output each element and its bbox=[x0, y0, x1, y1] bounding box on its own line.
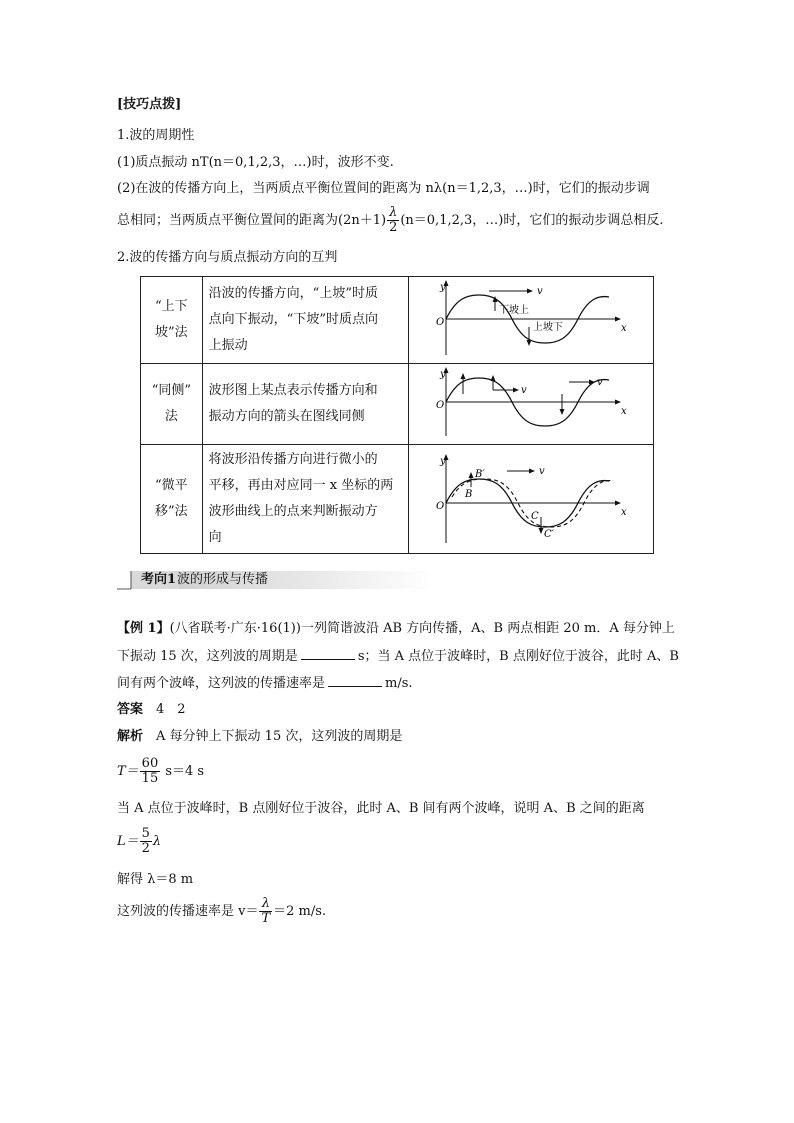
example-line-2 bbox=[117, 647, 679, 666]
periodicity-title: 1.波的周期性 bbox=[117, 128, 195, 143]
y-axis-label: y bbox=[439, 369, 446, 380]
method-name-line: 法 bbox=[164, 409, 178, 424]
description-line: 点向下振动，“下坡”时质点向 bbox=[208, 312, 378, 327]
x-axis-label: x bbox=[620, 406, 627, 417]
propagation-arrow-head bbox=[527, 289, 533, 294]
skill-title: [技巧点拨] bbox=[117, 97, 182, 112]
uphill-label: 上坡下 bbox=[532, 322, 563, 333]
example-line-2-mid: s；当 A 点位于波峰时，B 点刚好位于波谷，此时 A、B bbox=[357, 649, 679, 664]
fraction-denominator: T bbox=[261, 911, 271, 926]
table-row bbox=[141, 445, 654, 554]
example-line-3-pre: 间有两个波峰，这列波的传播速率是 bbox=[117, 676, 326, 691]
velocity-label-2: v bbox=[596, 377, 603, 388]
analysis-line-1 bbox=[117, 728, 402, 746]
origin-label: O bbox=[435, 501, 445, 512]
example-line-1 bbox=[117, 620, 675, 638]
fraction-numerator: λ bbox=[387, 206, 399, 221]
periodicity-item-2b-post: (n＝0,1,2,3，…)时，它们的振动步调总相反. bbox=[400, 213, 664, 228]
x-axis-label: x bbox=[620, 507, 627, 518]
downhill-label: 下坡上 bbox=[498, 305, 529, 316]
example-line-2-pre: 下振动 15 次，这列波的周期是 bbox=[117, 649, 298, 664]
equation-period bbox=[117, 756, 204, 788]
point-c-prime-label: C′ bbox=[543, 529, 554, 540]
description-line: 向 bbox=[208, 530, 222, 545]
origin-label: O bbox=[435, 317, 445, 328]
equation-period-pre: T＝ bbox=[117, 764, 139, 779]
shift-method-wave-diagram bbox=[409, 447, 653, 547]
velocity-label-1: v bbox=[520, 385, 527, 396]
equation-speed bbox=[117, 896, 326, 928]
method-name-line: “上下 bbox=[155, 299, 188, 314]
analysis-label: 解析 bbox=[117, 729, 144, 744]
direction-title: 2.波的传播方向与质点振动方向的互判 bbox=[117, 250, 338, 265]
fraction-numerator: λ bbox=[259, 897, 272, 912]
equation-period-post: s＝4 s bbox=[165, 764, 205, 779]
period-answer-blank bbox=[301, 647, 355, 660]
fraction-denominator: 15 bbox=[141, 771, 159, 786]
fraction-denominator: 2 bbox=[389, 220, 398, 235]
method-name bbox=[141, 364, 203, 445]
answer-line bbox=[117, 701, 186, 719]
description-line: 沿波的传播方向，“上坡”时质 bbox=[208, 286, 378, 301]
analysis-line-1-text: A 每分钟上下振动 15 次，这列波的周期是 bbox=[156, 729, 403, 744]
velocity-arrow-1-head bbox=[460, 373, 465, 379]
equation-period-fraction bbox=[140, 757, 161, 786]
method-description bbox=[202, 277, 408, 364]
velocity-arrow-2-head bbox=[490, 375, 495, 381]
equation-distance bbox=[117, 826, 161, 858]
method-name bbox=[141, 445, 203, 554]
method-name bbox=[141, 277, 203, 364]
method-name-line: “微平 bbox=[155, 478, 188, 493]
section-tag: 考向1 bbox=[141, 572, 177, 587]
fraction-numerator: 5 bbox=[141, 826, 150, 841]
analysis-line-2: 当 A 点位于波峰时，B 点刚好位于波谷，此时 A、B 间有两个波峰，说明 A、B 之间的距离 bbox=[117, 801, 645, 816]
example-line-3 bbox=[117, 674, 413, 693]
description-line: 上振动 bbox=[208, 338, 248, 353]
example-label: 【例 1】 bbox=[117, 621, 170, 636]
x-axis-arrow bbox=[615, 400, 621, 405]
b-velocity-arrow-head bbox=[468, 472, 473, 478]
section-heading bbox=[117, 569, 435, 591]
half-lambda-fraction bbox=[387, 206, 399, 235]
velocity-label: v bbox=[538, 466, 545, 477]
example-line-1-text: (八省联考·广东·16(1))一列简谐波沿 AB 方向传播，A、B 两点相距 20 m．A 每分钟上 bbox=[169, 621, 675, 636]
table-row bbox=[141, 364, 654, 445]
analysis-line-3: 解得 λ＝8 m bbox=[117, 872, 194, 887]
point-b-label: B bbox=[464, 489, 473, 500]
equation-distance-pre: L＝ bbox=[117, 834, 139, 849]
equation-speed-fraction bbox=[259, 897, 272, 926]
c-velocity-arrow-head bbox=[538, 528, 543, 534]
velocity-arrow-down-head bbox=[526, 340, 531, 346]
velocity-arrow-3-head bbox=[559, 409, 564, 415]
equation-speed-pre: 这列波的传播速率是 v＝ bbox=[117, 904, 259, 919]
same-side-method-wave-diagram bbox=[409, 364, 653, 440]
periodicity-item-2a: (2)在波的传播方向上，当两质点平衡位置间的距离为 nλ(n＝1,2,3，…)时，它们的振动步调 bbox=[117, 181, 650, 196]
description-line: 平移，再由对应同一 x 坐标的两 bbox=[208, 478, 394, 493]
methods-table bbox=[140, 276, 654, 554]
x-axis-label: x bbox=[620, 323, 627, 334]
example-line-3-post: m/s. bbox=[385, 676, 413, 691]
propagation-arrow-1-head bbox=[513, 388, 519, 393]
origin-label: O bbox=[435, 400, 445, 411]
answer-value: 4 2 bbox=[156, 702, 186, 717]
y-axis-label: y bbox=[439, 456, 446, 467]
periodicity-item-1: (1)质点振动 nT(n＝0,1,2,3，…)时，波形不变. bbox=[117, 155, 394, 170]
periodicity-item-2b-pre: 总相同；当两质点平衡位置间的距离为(2n＋1) bbox=[117, 213, 387, 228]
periodicity-item-2b bbox=[117, 206, 663, 236]
propagation-arrow-head bbox=[529, 469, 535, 474]
section-title: 波的形成与传播 bbox=[177, 572, 269, 587]
fraction-numerator: 60 bbox=[141, 756, 159, 771]
fraction-denominator: 2 bbox=[141, 841, 150, 856]
x-axis-arrow bbox=[615, 501, 621, 506]
point-c-label: C bbox=[530, 511, 539, 522]
method-figure bbox=[408, 445, 653, 554]
method-figure bbox=[408, 277, 653, 364]
method-name-line: 坡”法 bbox=[155, 325, 188, 340]
method-name-line: 移”法 bbox=[155, 504, 188, 519]
equation-speed-post: ＝2 m/s. bbox=[273, 904, 327, 919]
equation-distance-post: λ bbox=[152, 834, 162, 849]
slope-method-wave-diagram bbox=[409, 277, 653, 359]
table-row bbox=[141, 277, 654, 364]
equation-distance-fraction bbox=[140, 827, 152, 856]
description-line: 将波形沿传播方向进行微小的 bbox=[208, 452, 378, 467]
velocity-label: v bbox=[536, 286, 543, 297]
method-description bbox=[202, 364, 408, 445]
description-line: 振动方向的箭头在图线同侧 bbox=[208, 409, 365, 424]
method-description bbox=[202, 445, 408, 554]
y-axis-label: y bbox=[439, 282, 446, 293]
point-b-prime-label: B′ bbox=[474, 469, 485, 480]
method-name-line: “同侧” bbox=[151, 383, 191, 398]
x-axis-arrow bbox=[615, 317, 621, 322]
answer-label: 答案 bbox=[117, 702, 144, 717]
description-line: 波形图上某点表示传播方向和 bbox=[208, 383, 378, 398]
description-line: 波形曲线上的点来判断振动方 bbox=[208, 504, 378, 519]
method-figure bbox=[408, 364, 653, 445]
speed-answer-blank bbox=[328, 674, 382, 687]
